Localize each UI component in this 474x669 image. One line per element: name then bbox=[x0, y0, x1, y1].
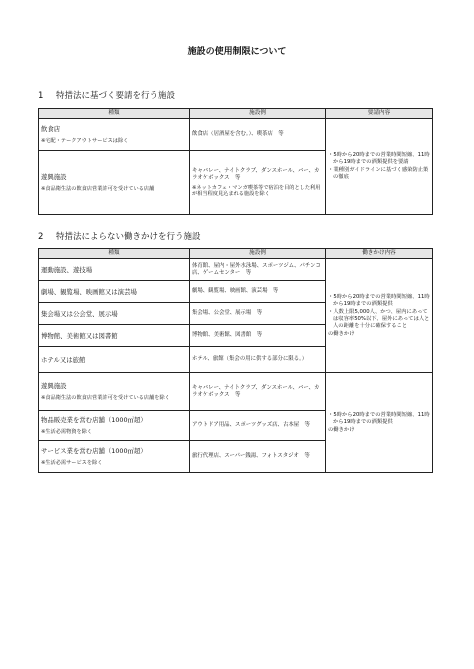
column-header-examples: 施設例 bbox=[190, 249, 326, 259]
category-label: 遊興施設 bbox=[41, 382, 67, 391]
category-cell: 劇場、観覧場、映画館又は演芸場 bbox=[39, 281, 190, 303]
examples-cell: 飲食店（居酒屋を含む。）、喫茶店 等 bbox=[190, 119, 326, 151]
list-item: ・ 5時から20時までの営業時間短縮、11時から19時までの酒類提供を要請 bbox=[328, 152, 430, 166]
section1-table bbox=[38, 108, 433, 215]
category-note: ※宅配・テークアウトサービスは除く bbox=[41, 137, 129, 144]
column-header-examples: 施設例 bbox=[190, 109, 326, 119]
category-label: 物品販売業を営む店舗（1000㎡超） bbox=[41, 416, 147, 425]
examples-cell: キャバレー、ナイトクラブ、ダンスホール、バー、カラオケボックス 等 bbox=[190, 373, 326, 411]
column-header-requests: 要請内容 bbox=[326, 109, 433, 119]
actions-tail: の働きかけ bbox=[328, 426, 355, 433]
examples-cell: 博物館、美術館、図書館 等 bbox=[190, 325, 326, 347]
category-cell: 運動施設、遊技場 bbox=[39, 259, 190, 281]
column-header-type: 種類 bbox=[39, 109, 190, 119]
examples-cell: 旅行代理店、スーパー銭湯、フォトスタジオ 等 bbox=[190, 441, 326, 473]
category-cell bbox=[39, 151, 190, 215]
category-label: 飲食店 bbox=[41, 125, 61, 134]
category-cell: ホテル又は旅館 bbox=[39, 347, 190, 373]
list-item: ・ 業種別ガイドラインに基づく感染防止策の徹底 bbox=[328, 167, 430, 181]
column-header-actions: 働きかけ内容 bbox=[326, 249, 433, 259]
column-header-type: 種類 bbox=[39, 249, 190, 259]
actions-cell-a bbox=[326, 259, 433, 373]
table-header-row bbox=[39, 109, 433, 119]
table-row bbox=[39, 119, 433, 151]
list-item: ・ 人数上限5,000人、かつ、屋内にあっては収容率50%以下、屋外にあっては人と人の距離を十分に確保すること bbox=[328, 309, 430, 330]
page-title: 施設の使用制限について bbox=[187, 47, 287, 57]
examples-cell: アウトドア用品、スポーツグッズ店、古本屋 等 bbox=[190, 411, 326, 441]
requests-cell bbox=[326, 119, 433, 215]
category-note: ※食品衛生法の飲食店営業許可を受けている店舗 bbox=[41, 185, 155, 192]
section2-heading bbox=[38, 230, 201, 242]
section1-number: 1 bbox=[38, 91, 44, 101]
category-cell: 集会場又は公会堂、展示場 bbox=[39, 303, 190, 325]
examples-cell: 集会場、公会堂、展示場 等 bbox=[190, 303, 326, 325]
section2-number: 2 bbox=[38, 232, 44, 242]
category-label: 遊興施設 bbox=[41, 173, 67, 182]
section2-heading-text: 特措法によらない働きかけを行う施設 bbox=[56, 232, 201, 242]
actions-tail: の働きかけ bbox=[328, 330, 355, 337]
section1-heading bbox=[38, 89, 175, 101]
examples-cell bbox=[190, 151, 326, 215]
table-row bbox=[39, 373, 433, 411]
examples-note: ※ネットカフェ・マンガ喫茶等で宿泊を目的とした利用が相当程度見込まれる施設を除く bbox=[192, 184, 321, 198]
table-header-row bbox=[39, 249, 433, 259]
category-note: ※食品衛生法の飲食店営業許可を受けている店舗を除く bbox=[41, 394, 170, 401]
section1-heading-text: 特措法に基づく要請を行う施設 bbox=[56, 91, 176, 101]
category-cell: 博物館、美術館又は図書館 bbox=[39, 325, 190, 347]
category-cell bbox=[39, 441, 190, 473]
examples-cell: 体育館、屋内・屋外水泳場、スポーツジム、パチンコ店、ゲームセンター 等 bbox=[190, 259, 326, 281]
table-row bbox=[39, 259, 433, 281]
examples-cell: 劇場、観覧場、映画館、演芸場 等 bbox=[190, 281, 326, 303]
list-item: ・ 5時から20時までの営業時間短縮、11時から19時までの酒類提供 bbox=[328, 412, 430, 426]
section2-table bbox=[38, 248, 433, 473]
category-cell bbox=[39, 373, 190, 411]
category-label: サービス業を営む店舗（1000㎡超） bbox=[41, 447, 147, 456]
category-note: ※生活必需物資を除く bbox=[41, 428, 93, 435]
list-item: ・ 5時から20時までの営業時間短縮、11時から19時までの酒類提供 bbox=[328, 294, 430, 308]
examples-text: キャバレー、ナイトクラブ、ダンスホール、バー、カラオケボックス 等 bbox=[192, 167, 320, 181]
examples-cell: ホテル、旅館（集会の用に供する部分に限る。） bbox=[190, 347, 326, 373]
category-cell bbox=[39, 119, 190, 151]
category-cell bbox=[39, 411, 190, 441]
actions-cell-b bbox=[326, 373, 433, 473]
category-note: ※生活必需サービスを除く bbox=[41, 459, 103, 466]
